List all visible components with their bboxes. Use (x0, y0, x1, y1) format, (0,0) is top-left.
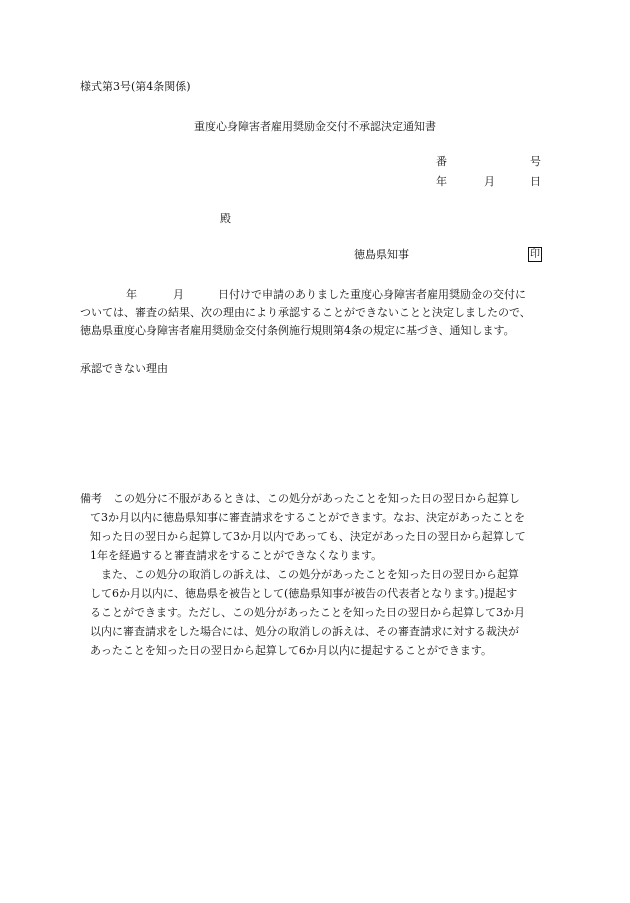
remarks-line-5: また、この処分の取消しの訴えは、この処分があったことを知った日の翌日から起算 (90, 568, 519, 581)
date-year-label: 年 (436, 175, 447, 188)
body-month-label: 月 (173, 288, 184, 301)
date-day-label: 日 (530, 175, 541, 188)
remarks-line-4: 1年を経過すると審査請求をすることができなくなります。 (90, 549, 383, 562)
remarks-line-7: ることができます。ただし、この処分があったことを知った日の翌日から起算して3か月 (90, 606, 526, 619)
remarks-line-8: 以内に審査請求をした場合には、処分の取消しの訴えは、その審査請求に対する裁決が (90, 625, 519, 638)
remarks-line-2: て3か月以内に徳島県知事に審査請求をすることができます。なお、決定があったことを (90, 511, 526, 524)
form-number: 様式第3号(第4条関係) (80, 80, 191, 93)
number-label-go: 号 (530, 155, 541, 168)
body-line-3: 徳島県重度心身障害者雇用奨励金交付条例施行規則第4条の規定に基づき、通知します。 (80, 324, 515, 337)
body-line-1 (80, 286, 552, 304)
document-title: 重度心身障害者雇用奨励金交付不承認決定通知書 (194, 120, 436, 133)
reason-label: 承認できない理由 (80, 362, 168, 375)
remarks-line-1: 備考 この処分に不服があるときは、この処分があったことを知った日の翌日から起算し (80, 492, 520, 505)
body-year-label: 年 (126, 288, 137, 301)
issuer-name: 徳島県知事 (354, 248, 409, 261)
notice-body (80, 286, 552, 340)
remarks-section (80, 489, 560, 660)
addressee-suffix: 殿 (220, 212, 231, 225)
remarks-line-6: して6か月以内に、徳島県を被告として(徳島県知事が被告の代表者となります。)提起す (90, 587, 518, 600)
body-line-2: ついては、審査の結果、次の理由により承認することができないことと決定しましたので、 (80, 306, 531, 319)
number-label-ban: 番 (436, 155, 447, 168)
seal-mark: 印 (530, 249, 540, 260)
body-line-1-text: 日付けで申請のありました重度心身障害者雇用奨励金の交付に (218, 288, 526, 301)
remarks-line-9: あったことを知った日の翌日から起算して6か月以内に提起することができます。 (90, 644, 493, 657)
date-month-label: 月 (484, 175, 495, 188)
remarks-line-3: 知った日の翌日から起算して3か月以内であっても、決定があった日の翌日から起算して (90, 530, 526, 543)
